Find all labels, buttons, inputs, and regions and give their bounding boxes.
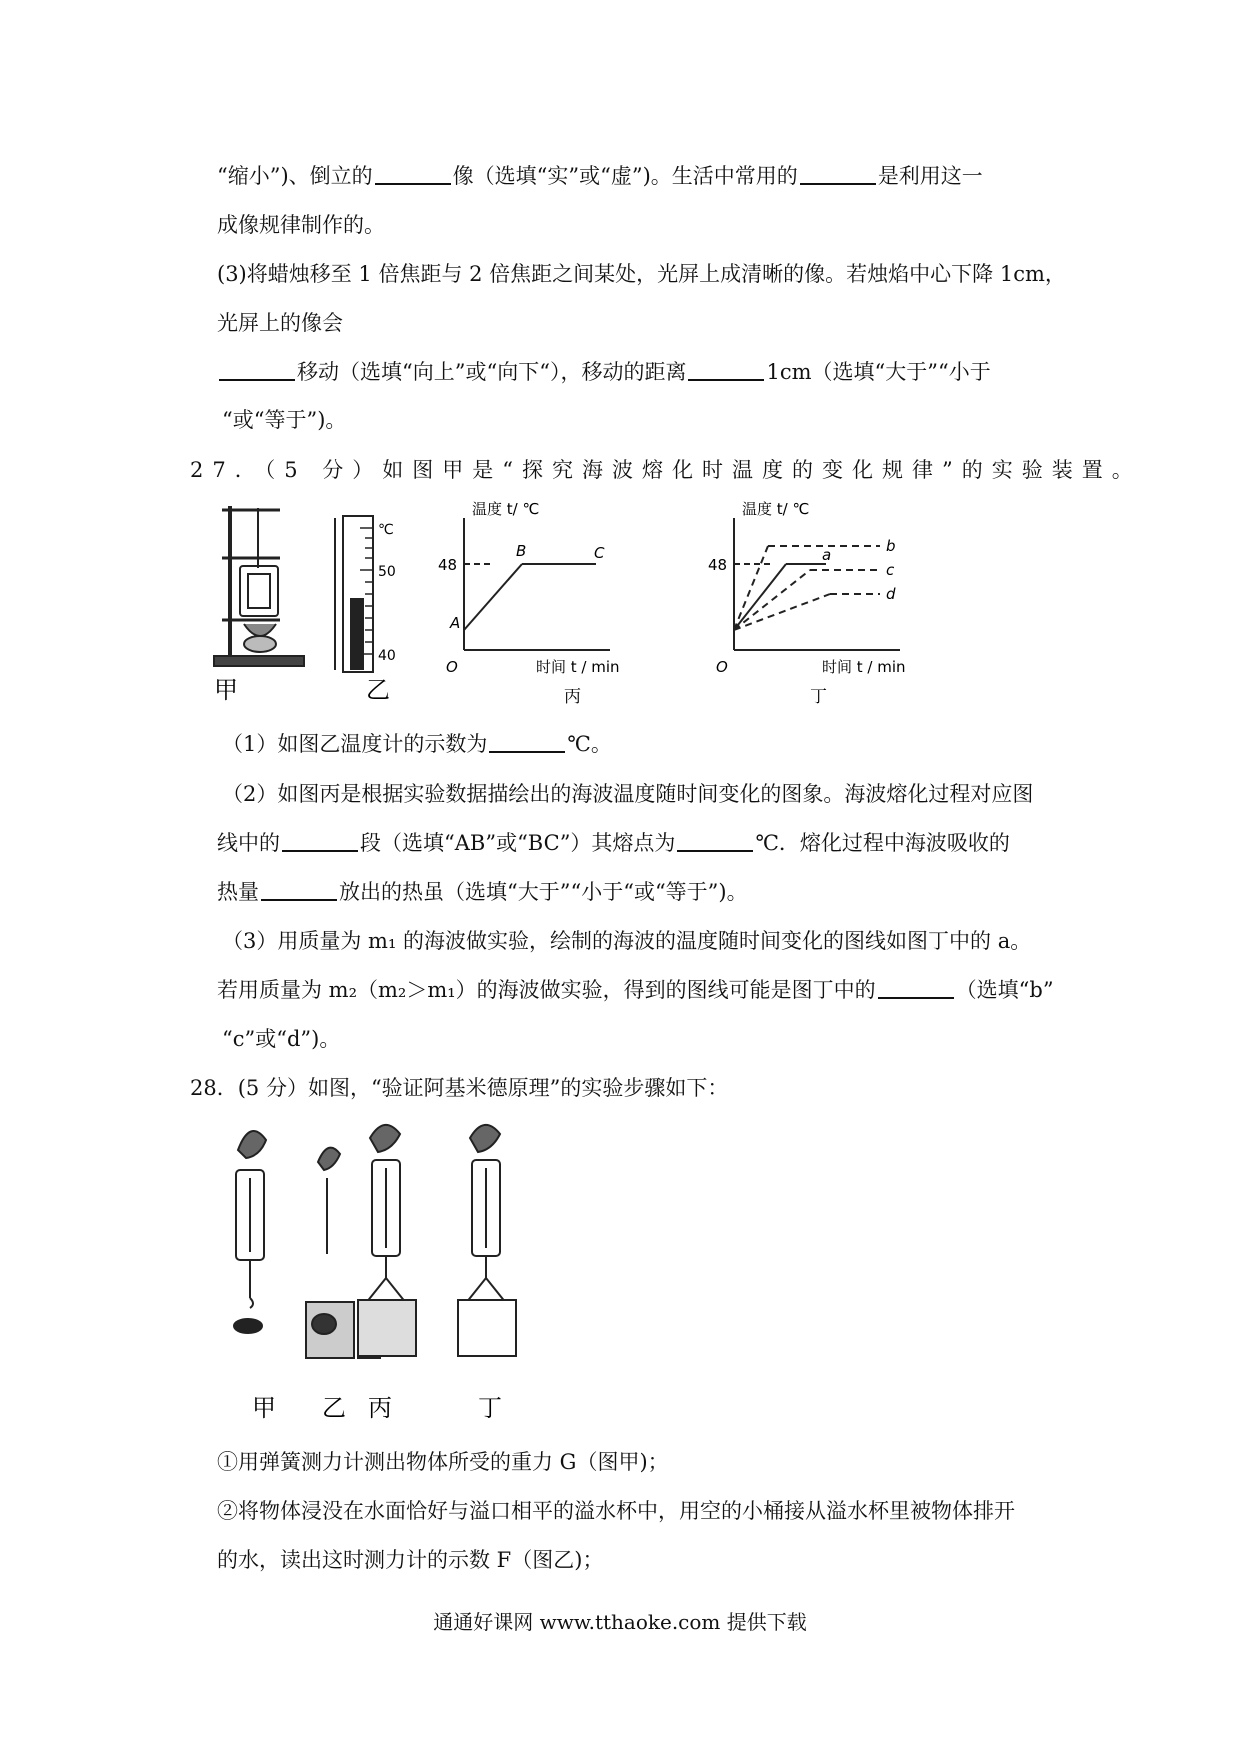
figure-27 [210,498,950,708]
figure-28 [220,1118,580,1428]
q28-step2-line2: 的水，读出这时测力计的示数 F（图乙)； [217,1548,604,1572]
thermometer-illustration [335,516,396,672]
graph-bing-xlabel: 时间 t / min [536,658,620,676]
point-a: A [450,614,461,632]
caption-jia: 甲 [252,1394,276,1422]
text-line-3: (3)将蜡烛移至 1 倍焦距与 2 倍焦距之间某处，光屏上成清晰的像。若烛焰中心下降 1cm， [217,262,1066,286]
text-line-4: 光屏上的像会 [217,311,343,335]
line-b-label: b [886,537,896,555]
graph-ding-xlabel: 时间 t / min [822,658,906,676]
answer-blank[interactable] [677,830,753,852]
text-line-2: 成像规律制作的。 [217,213,385,237]
caption-jia: 甲 [214,676,238,704]
apparatus-illustration [214,506,304,666]
graph-ding-ylabel: 温度 t/ ℃ [742,500,810,518]
q27-part3-line2: 若用质量为 m₂（m₂＞m₁）的海波做实验，得到的图线可能是图丁中的 （选填“b” [217,978,1054,1002]
answer-blank[interactable] [375,163,451,185]
origin-bing: O [446,658,458,676]
thermo-40: 40 [378,648,396,664]
question-28-title: 28．(5 分）如图，“验证阿基米德原理”的实验步骤如下： [190,1076,729,1100]
line-a-label: a [822,546,832,564]
q27-part2-line1: （2）如图丙是根据实验数据描绘出的海波温度随时间变化的图象。海波熔化过程对应图 [222,782,1034,806]
answer-blank[interactable] [219,359,295,381]
answer-blank[interactable] [261,879,337,901]
caption-ding: 丁 [810,687,827,707]
graph-bing [464,518,610,650]
graph-ding-48: 48 [708,556,728,574]
point-b: B [516,542,527,560]
answer-blank[interactable] [282,830,358,852]
caption-bing: 丙 [368,1394,392,1422]
graph-bing-48: 48 [438,556,458,574]
graph-bing-ylabel: 温度 t/ ℃ [472,500,540,518]
caption-bing: 丙 [564,687,581,707]
caption-ding: 丁 [478,1394,502,1422]
q28-step1: ①用弹簧测力计测出物体所受的重力 G（图甲)； [217,1450,669,1474]
q27-part2-line2: 线中的 段（选填“AB”或“BC”）其熔点为 ℃．熔化过程中海波吸收的 [217,831,1010,855]
q28-step2-line1: ②将物体浸没在水面恰好与溢口相平的溢水杯中，用空的小桶接从溢水杯里被物体排开 [217,1499,1015,1523]
question-27-title: 27．（5 分）如图甲是“探究海波熔化时温度的变化规律”的实验装置。 [190,458,1142,482]
q27-part2-line3: 热量 放出的热虽（选填“大于”“小于“或“等于”)。 [217,880,748,904]
spring-scale-jia [234,1131,266,1333]
answer-blank[interactable] [800,163,876,185]
caption-yi: 乙 [322,1394,346,1422]
line-d-label: d [886,585,896,603]
answer-blank[interactable] [878,977,954,999]
line-c-label: c [886,561,895,579]
q27-part3-line1: （3）用质量为 m₁ 的海波做实验，绘制的海波的温度随时间变化的图线如图丁中的 a。 [222,929,1032,953]
spring-scale-ding [458,1125,516,1356]
origin-ding: O [716,658,728,676]
thermo-unit: ℃ [378,522,394,538]
graph-ding [734,518,900,650]
text-line-6: “或“等于”)。 [222,408,347,432]
text-line-1: “缩小”)、倒立的 像（选填“实”或“虚”)。生活中常用的 是利用这一 [217,164,983,188]
answer-blank[interactable] [688,359,764,381]
answer-blank[interactable] [489,731,565,753]
spring-scale-bing [358,1125,416,1356]
q27-part3-line3: “c”或“d”)。 [222,1027,341,1051]
q27-part1: （1）如图乙温度计的示数为 ℃。 [222,732,612,756]
point-c: C [594,544,605,562]
thermo-50: 50 [378,564,396,580]
page-footer: 通通好课网 www.tthaoke.com 提供下载 [433,1610,807,1634]
caption-yi: 乙 [366,676,390,704]
text-line-5: 移动（选填“向上”或“向下“），移动的距离 1cm（选填“大于”“小于 [217,358,991,386]
